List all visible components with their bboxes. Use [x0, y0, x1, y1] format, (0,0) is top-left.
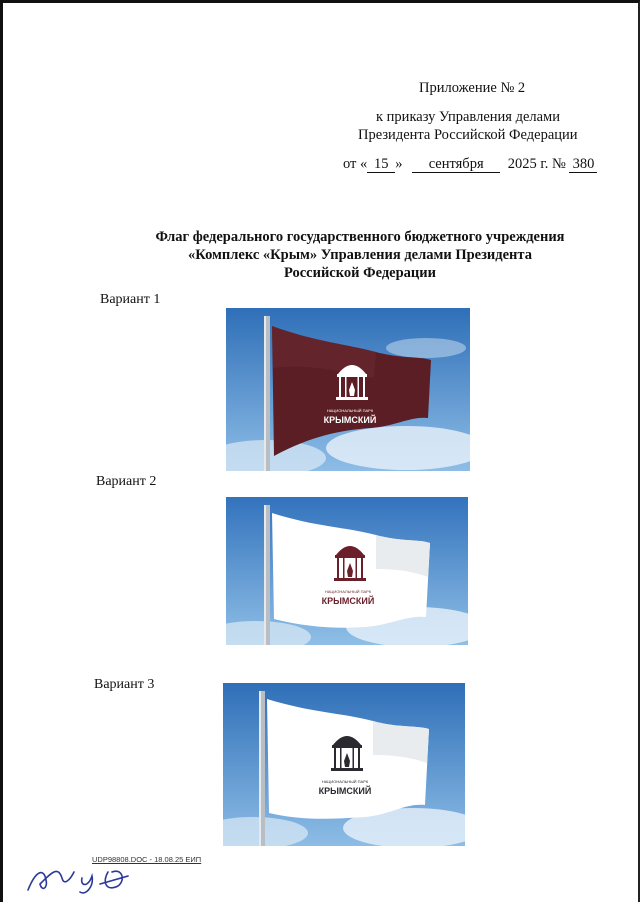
- variant-1-label: Вариант 1: [100, 292, 161, 307]
- doc-code: UDP98808.DOC - 18.08.25 ЕИП: [92, 855, 202, 864]
- appendix-label: Приложение № 2: [419, 80, 526, 96]
- order-month: сентября: [412, 156, 500, 173]
- logo-big-2: КРЫМСКИЙ: [321, 596, 375, 606]
- order-number: 380: [569, 156, 597, 173]
- order-year: 2025 г. №: [507, 156, 566, 172]
- quote-close: »: [395, 156, 403, 172]
- flag-photo-variant-1: [226, 308, 470, 471]
- logo-small-1: НАЦИОНАЛЬНЫЙ ПАРК: [326, 408, 374, 413]
- title-line-3: Российской Федерации: [283, 265, 436, 281]
- order-line-2: Президента Российской Федерации: [358, 127, 578, 143]
- variant-3-label: Вариант 3: [94, 677, 155, 692]
- order-date-line: [343, 156, 597, 173]
- flag-photo-variant-2: [226, 497, 468, 645]
- handwritten-signature: [22, 858, 162, 898]
- logo-big-3: КРЫМСКИЙ: [318, 786, 372, 796]
- order-line-1: к приказу Управления делами: [376, 109, 560, 125]
- title-line-1: Флаг федерального государственного бюджетного учреждения: [155, 229, 565, 245]
- title-line-2: «Комплекс «Крым» Управления делами Президента: [188, 247, 532, 263]
- order-day: 15: [367, 156, 395, 173]
- flag-photo-variant-3: [223, 683, 465, 846]
- logo-small-3: НАЦИОНАЛЬНЫЙ ПАРК: [321, 779, 369, 784]
- logo-small-2: НАЦИОНАЛЬНЫЙ ПАРК: [324, 589, 372, 594]
- logo-big-1: КРЫМСКИЙ: [323, 415, 377, 425]
- variant-2-label: Вариант 2: [96, 474, 157, 489]
- document-title: [80, 228, 640, 282]
- from-prefix: от «: [343, 156, 368, 172]
